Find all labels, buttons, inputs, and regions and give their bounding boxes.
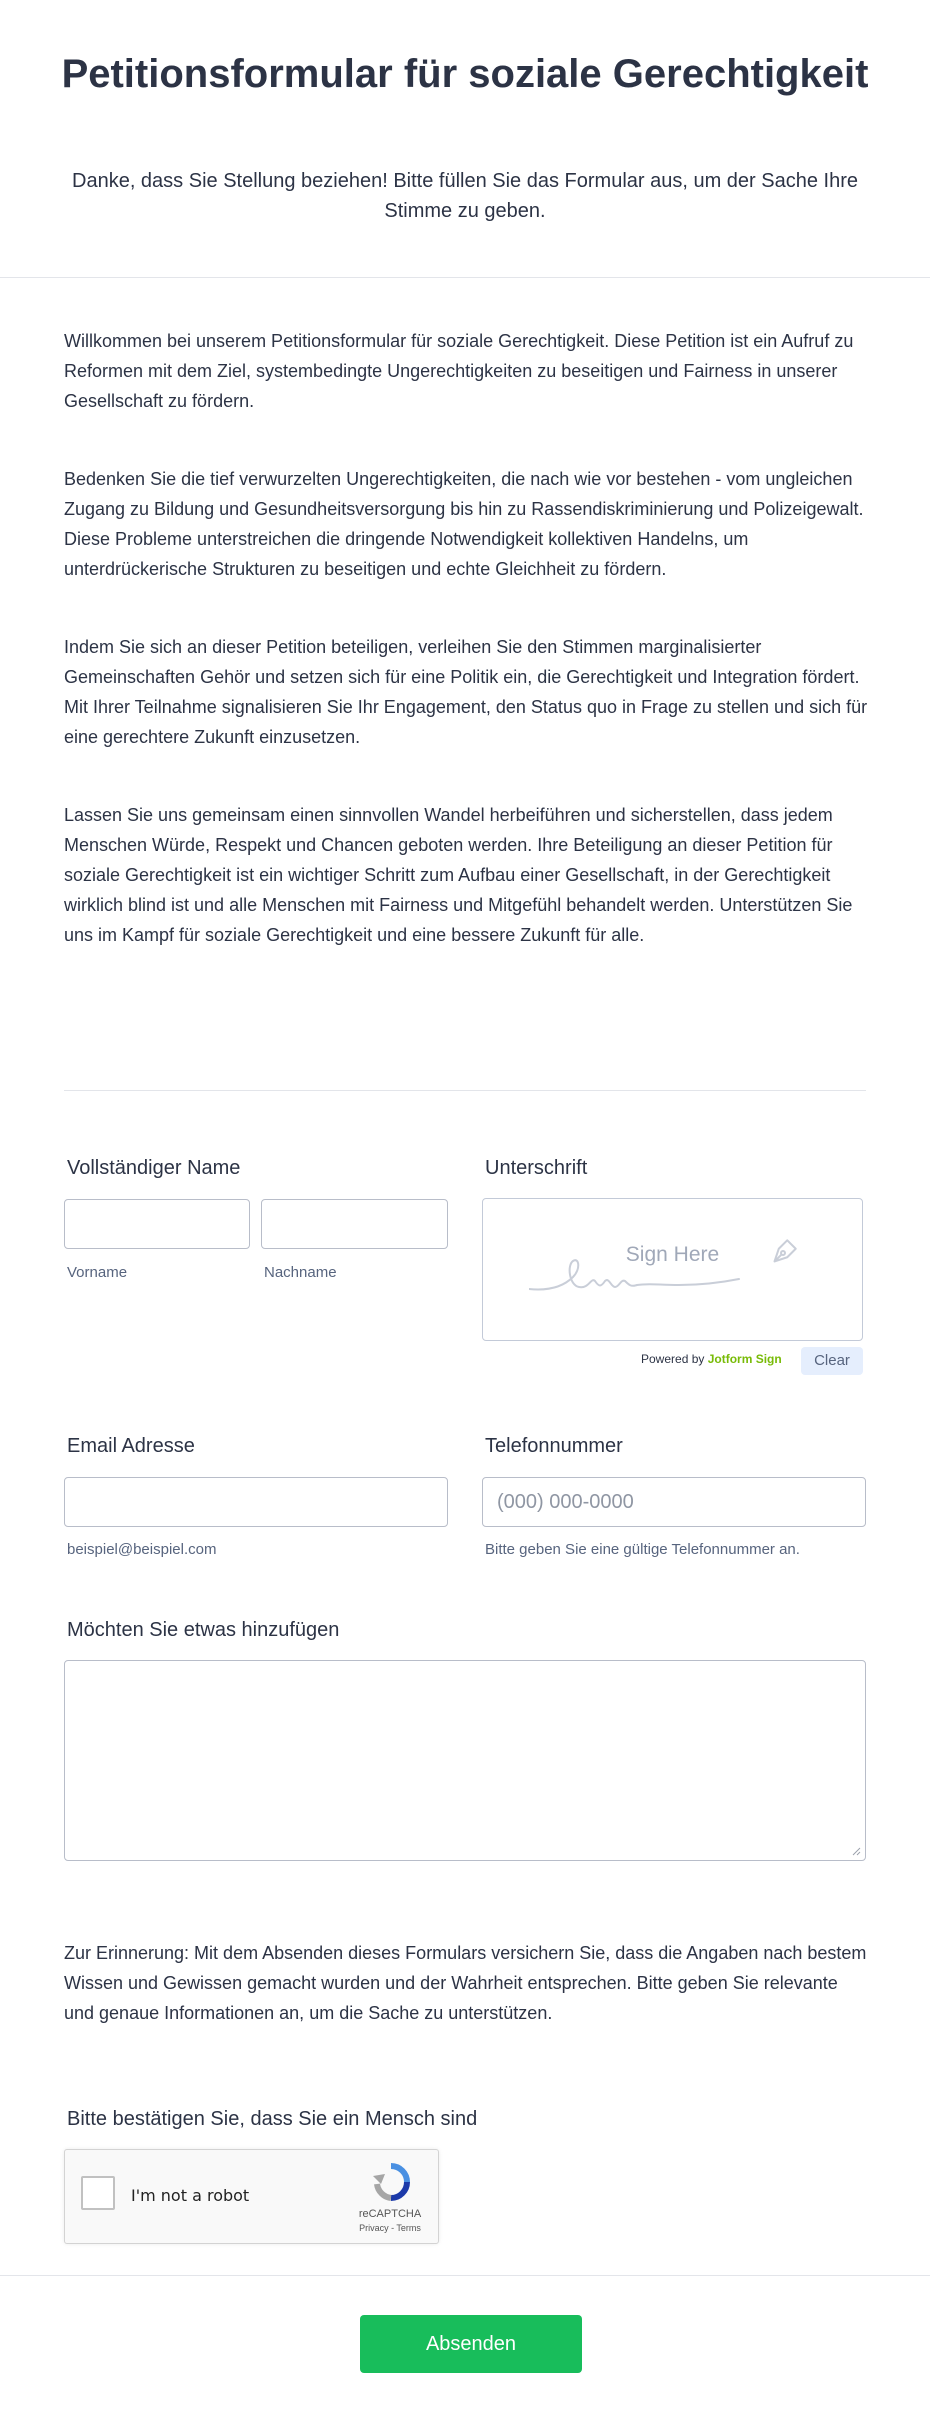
captcha-label: Bitte bestätigen Sie, dass Sie ein Mensch sind [67,2108,478,2130]
recaptcha-brand: reCAPTCHA [358,2208,422,2220]
pen-nib-icon [765,1235,801,1271]
form-header [0,0,930,278]
signature-label: Unterschrift [485,1157,588,1179]
footer-divider [0,2275,930,2276]
clear-signature-button[interactable]: Clear [801,1347,863,1375]
intro-text [64,326,868,950]
comment-textarea[interactable] [64,1660,866,1861]
submit-button[interactable]: Absenden [360,2315,582,2373]
recaptcha-links[interactable]: Privacy - Terms [359,2223,421,2233]
recaptcha-widget [64,2149,439,2244]
comment-label: Möchten Sie etwas hinzufügen [67,1619,340,1641]
phone-label: Telefonnummer [485,1435,623,1457]
first-name-input[interactable] [64,1199,250,1249]
powered-by [641,1352,782,1366]
section-divider [64,1090,866,1091]
last-name-input[interactable] [261,1199,448,1249]
reminder-text: Zur Erinnerung: Mit dem Absenden dieses Formulars versichern Sie, dass die Angaben nach bestem Wissen und Gewissen gemacht wurden und der Wahrheit entsprechen. Bitte geben Sie relevante und genaue Informationen an, um die Sache zu unterstützen. [64,1943,867,2023]
powered-prefix: Powered by [641,1352,705,1366]
recaptcha-checkbox[interactable] [81,2176,115,2210]
intro-paragraph: Willkommen bei unserem Petitionsformular für soziale Gerechtigkeit. Diese Petition ist ein Aufruf zu Reformen mit dem Ziel, systembedingte Ungerechtigkeiten zu beseitigen und Fairness in unserer Gesellschaft zu fördern. [64,331,854,411]
recaptcha-logo-icon [371,2162,411,2202]
signature-placeholder: Sign Here [625,1243,720,1266]
email-sublabel: beispiel@beispiel.com [67,1541,217,1558]
last-name-sublabel: Nachname [264,1264,337,1281]
phone-input[interactable] [482,1477,866,1527]
powered-brand: Jotform Sign [707,1352,782,1366]
intro-paragraph: Lassen Sie uns gemeinsam einen sinnvollen Wandel herbeiführen und sicherstellen, dass jedem Menschen Würde, Respekt und Chancen geboten werden. Ihre Beteiligung an dieser Petition für soziale Gerechtigkeit ist ein wichtiger Schritt zum Aufbau einer Gesellschaft, in der Gerechtigkeit wirklich blind ist und alle Menschen mit Fairness und Mitgefühl behandelt werden. Unterstützen Sie uns im Kampf für soziale Gerechtigkeit und eine bessere Zukunft für alle. [64,805,853,945]
email-label: Email Adresse [67,1435,195,1457]
intro-paragraph: Bedenken Sie die tief verwurzelten Ungerechtigkeiten, die nach wie vor bestehen - vom ungleichen Zugang zu Bildung und Gesundheitsversorgung bis hin zu Rassendiskriminierung und Polizeigewalt. Diese Probleme unterstreichen die dringende Notwendigkeit kollektiven Handelns, um unterdrückerische Strukturen zu beseitigen und echte Gleichheit zu fördern. [64,469,864,579]
phone-placeholder: (000) 000-0000 [497,1491,634,1513]
page-title: Petitionsformular für soziale Gerechtigkeit [61,52,869,96]
resize-grip-icon[interactable] [851,1846,861,1856]
page-subtitle: Danke, dass Sie Stellung beziehen! Bitte füllen Sie das Formular aus, um der Sache Ihre Stimme zu geben. [72,170,858,222]
signature-pad[interactable] [482,1198,863,1341]
intro-paragraph: Indem Sie sich an dieser Petition beteiligen, verleihen Sie den Stimmen marginalisierter Gemeinschaften Gehör und setzen sich für eine Politik ein, die Gerechtigkeit und Integration fördert. Mit Ihrer Teilnahme signalisieren Sie Ihr Engagement, den Status quo in Frage zu stellen und sich für eine gerechtere Zukunft einzusetzen. [64,637,868,747]
email-input[interactable] [64,1477,448,1527]
phone-sublabel: Bitte geben Sie eine gültige Telefonnummer an. [485,1541,800,1558]
name-label: Vollständiger Name [67,1157,241,1179]
recaptcha-checkbox-label: I'm not a robot [131,2186,250,2205]
first-name-sublabel: Vorname [67,1264,128,1281]
